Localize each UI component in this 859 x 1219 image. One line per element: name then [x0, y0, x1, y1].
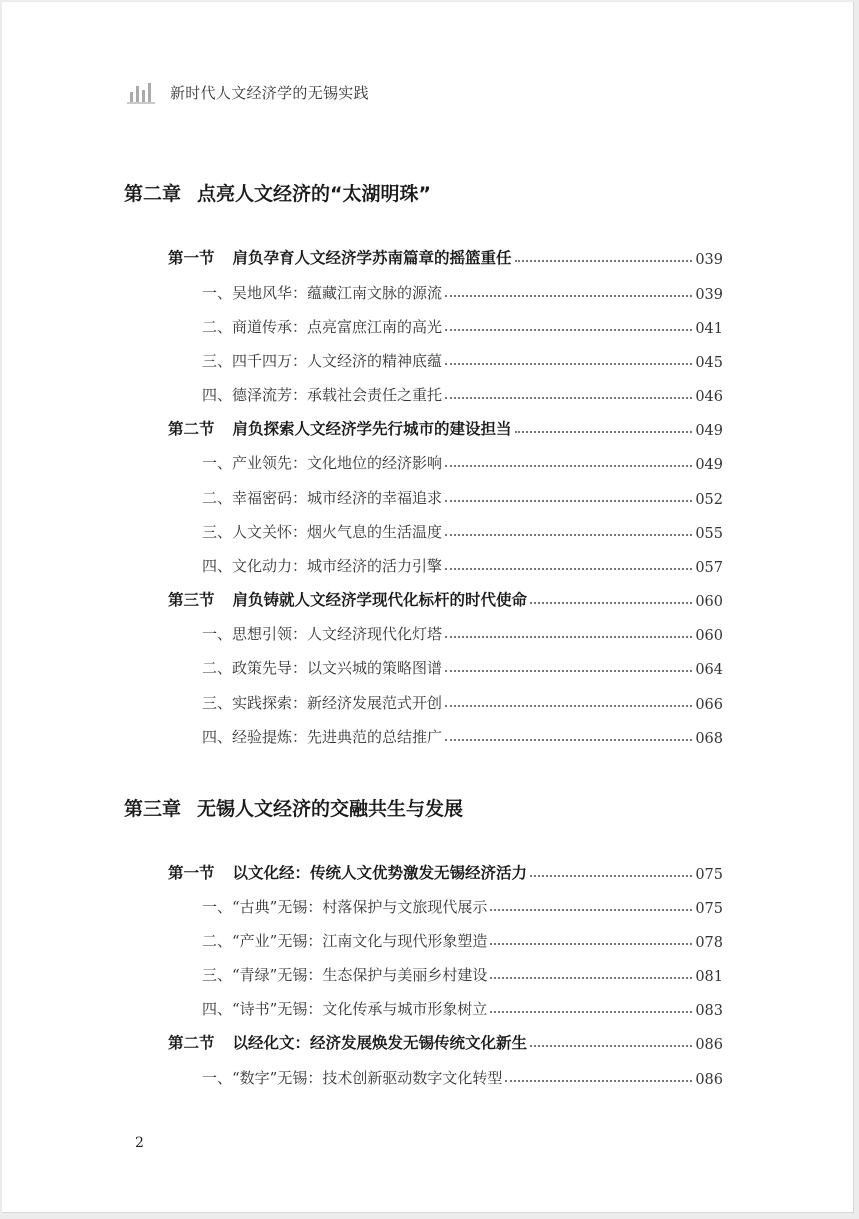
dot-leader — [445, 739, 692, 741]
toc-section[interactable] — [168, 861, 723, 883]
item-title: 四、经验提炼：先进典范的总结推广 — [202, 728, 443, 746]
dot-leader — [490, 1011, 692, 1013]
toc-item[interactable] — [202, 622, 723, 644]
bar-chart-icon — [126, 80, 156, 104]
page-number: 068 — [695, 731, 723, 747]
section-title: 肩负探索人文经济学先行城市的建设担当 — [232, 420, 512, 438]
toc-item[interactable] — [202, 315, 723, 337]
page-folio: 2 — [135, 1135, 144, 1151]
page-number: 045 — [695, 355, 723, 371]
item-title: 二、“产业”无锡：江南文化与现代形象塑造 — [202, 932, 488, 950]
dot-leader — [445, 568, 692, 570]
page-number: 041 — [695, 321, 723, 337]
dot-leader — [445, 397, 692, 399]
running-header — [126, 80, 369, 104]
book-page — [2, 2, 854, 1213]
section-title: 肩负孕育人文经济学苏南篇章的摇篮重任 — [232, 249, 512, 267]
toc-item[interactable] — [202, 383, 723, 405]
toc-section[interactable] — [168, 246, 723, 268]
dot-leader — [445, 705, 692, 707]
toc-item[interactable] — [202, 281, 723, 303]
item-title: 四、文化动力：城市经济的活力引擎 — [202, 557, 443, 575]
item-title: 三、四千四万：人文经济的精神底蕴 — [202, 352, 443, 370]
page-number: 075 — [695, 867, 723, 883]
chapter-number: 第二章 — [124, 183, 182, 205]
item-title: 二、商道传承：点亮富庶江南的高光 — [202, 318, 443, 336]
toc-item[interactable] — [202, 656, 723, 678]
item-title: 三、实践探索：新经济发展范式开创 — [202, 694, 443, 712]
item-title: 三、“青绿”无锡：生态保护与美丽乡村建设 — [202, 966, 488, 984]
toc-item[interactable] — [202, 691, 723, 713]
page-number: 055 — [695, 526, 723, 542]
chapter-heading — [124, 179, 431, 206]
page-number: 066 — [695, 697, 723, 713]
item-title: 三、人文关怀：烟火气息的生活温度 — [202, 523, 443, 541]
toc-item[interactable] — [202, 895, 723, 917]
dot-leader — [505, 1080, 692, 1082]
item-title: 二、政策先导：以文兴城的策略图谱 — [202, 659, 443, 677]
toc-item[interactable] — [202, 520, 723, 542]
book-title: 新时代人文经济学的无锡实践 — [170, 83, 369, 102]
dot-leader — [490, 977, 692, 979]
page-number: 057 — [695, 560, 723, 576]
page-number: 086 — [695, 1037, 723, 1053]
section-title: 以文化经：传统人文优势激发无锡经济活力 — [232, 864, 528, 882]
toc-item[interactable] — [202, 725, 723, 747]
toc-item[interactable] — [202, 486, 723, 508]
dot-leader — [445, 500, 692, 502]
toc-item[interactable] — [202, 451, 723, 473]
dot-leader — [445, 534, 692, 536]
dot-leader — [530, 1045, 692, 1047]
toc-section[interactable] — [168, 588, 723, 610]
dot-leader — [445, 636, 692, 638]
toc-item[interactable] — [202, 1066, 723, 1088]
toc-item[interactable] — [202, 554, 723, 576]
section-number: 第一节 — [168, 249, 215, 267]
toc-section[interactable] — [168, 1031, 723, 1053]
dot-leader — [530, 875, 692, 877]
toc-item[interactable] — [202, 963, 723, 985]
dot-leader — [445, 670, 692, 672]
page-number: 081 — [695, 969, 723, 985]
item-title: 四、德泽流芳：承载社会责任之重托 — [202, 386, 443, 404]
section-number: 第三节 — [168, 591, 215, 609]
page-number: 075 — [695, 901, 723, 917]
section-number: 第二节 — [168, 1034, 215, 1052]
page-number: 060 — [695, 628, 723, 644]
item-title: 一、“古典”无锡：村落保护与文旅现代展示 — [202, 898, 488, 916]
dot-leader — [515, 431, 693, 433]
dot-leader — [445, 329, 692, 331]
page-number: 049 — [695, 423, 723, 439]
toc-item[interactable] — [202, 929, 723, 951]
section-number: 第二节 — [168, 420, 215, 438]
chapter-title: 点亮人文经济的“太湖明珠” — [197, 183, 431, 205]
dot-leader — [515, 260, 693, 262]
page-number: 078 — [695, 935, 723, 951]
page-number: 083 — [695, 1003, 723, 1019]
item-title: 一、“数字”无锡：技术创新驱动数字文化转型 — [202, 1069, 503, 1087]
page-number: 064 — [695, 662, 723, 678]
page-number: 039 — [695, 287, 723, 303]
item-title: 四、“诗书”无锡：文化传承与城市形象树立 — [202, 1000, 488, 1018]
item-title: 一、吴地风华：蕴藏江南文脉的源流 — [202, 284, 443, 302]
item-title: 二、幸福密码：城市经济的幸福追求 — [202, 489, 443, 507]
page-number: 060 — [695, 594, 723, 610]
toc-item[interactable] — [202, 349, 723, 371]
section-number: 第一节 — [168, 864, 215, 882]
toc-section[interactable] — [168, 417, 723, 439]
chapter-number: 第三章 — [124, 798, 182, 820]
item-title: 一、思想引领：人文经济现代化灯塔 — [202, 625, 443, 643]
dot-leader — [445, 363, 692, 365]
page-number: 046 — [695, 389, 723, 405]
dot-leader — [445, 465, 692, 467]
page-number: 039 — [695, 252, 723, 268]
dot-leader — [530, 602, 692, 604]
dot-leader — [490, 909, 692, 911]
page-number: 052 — [695, 492, 723, 508]
chapter-title: 无锡人文经济的交融共生与发展 — [197, 798, 464, 820]
page-number: 086 — [695, 1072, 723, 1088]
toc-item[interactable] — [202, 997, 723, 1019]
dot-leader — [490, 943, 692, 945]
section-title: 以经化文：经济发展焕发无锡传统文化新生 — [232, 1034, 528, 1052]
dot-leader — [445, 295, 692, 297]
section-title: 肩负铸就人文经济学现代化标杆的时代使命 — [232, 591, 528, 609]
chapter-heading — [124, 794, 463, 821]
page-number: 049 — [695, 457, 723, 473]
item-title: 一、产业领先：文化地位的经济影响 — [202, 454, 443, 472]
